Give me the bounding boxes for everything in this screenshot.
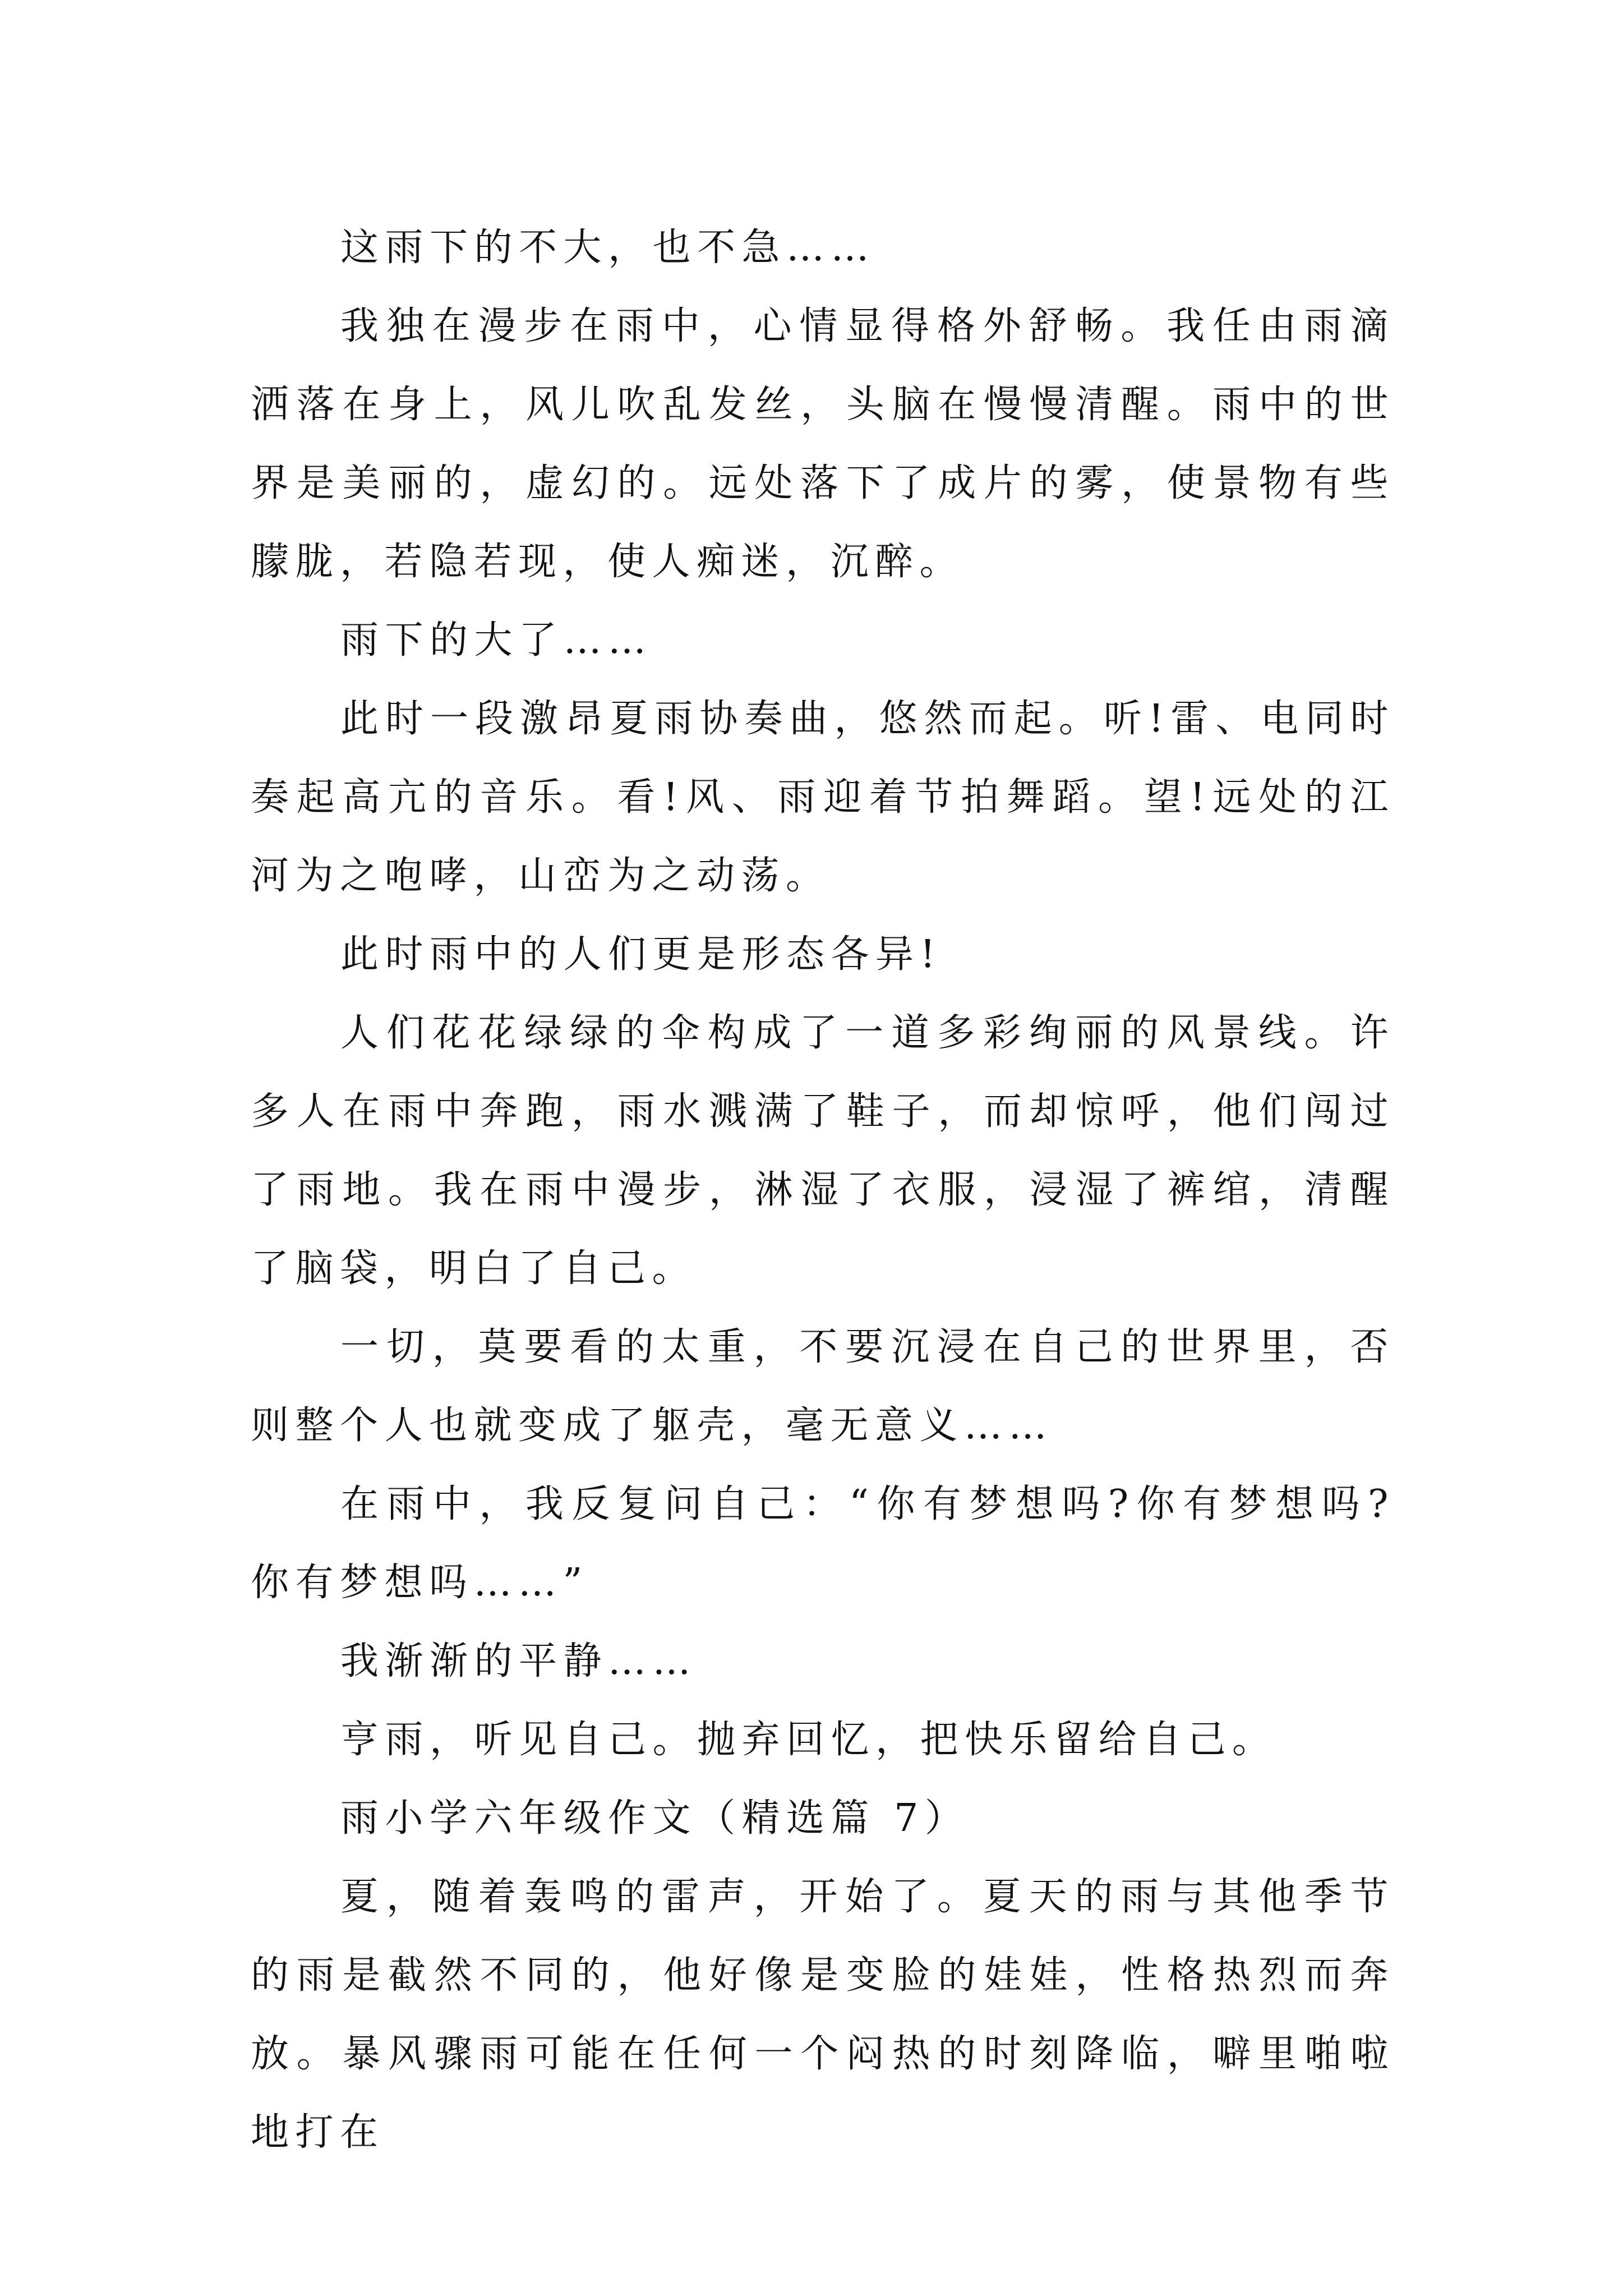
paragraph-1: 这雨下的不大，也不急…… [340,226,876,270]
section-heading: 雨小学六年级作文（精选篇 7） [340,1796,970,1841]
paragraph-12: 夏，随着轰鸣的雷声，开始了。夏天的雨与其他季节的雨是截然不同的，他好像是变脸的娃娃，性格热烈而奔放。暴风骤雨可能在任何一个闷热的时刻降临，噼里啪啦地打在 [251,1875,1395,2155]
paragraph-10: 亨雨，听见自己。抛弃回忆，把快乐留给自己。 [340,1718,1277,1762]
paragraph-6: 人们花花绿绿的伞构成了一道多彩绚丽的风景线。许多人在雨中奔跑，雨水溅满了鞋子，而却惊呼，他们闯过了雨地。我在雨中漫步，淋湿了衣服，浸湿了裤绾，清醒了脑袋，明白了自己。 [251,1011,1395,1291]
paragraph-9: 我渐渐的平静…… [340,1639,698,1683]
paragraph-7: 一切，莫要看的太重，不要沉浸在自己的世界里，否则整个人也就变成了躯壳，毫无意义…… [251,1325,1395,1448]
paragraph-2: 我独在漫步在雨中，心情显得格外舒畅。我任由雨滴洒落在身上，风儿吹乱发丝，头脑在慢慢清醒。雨中的世界是美丽的，虚幻的。远处落下了成片的雾，使景物有些朦胧，若隐若现，使人痴迷，沉醉。 [251,304,1395,584]
paragraph-4: 此时一段激昂夏雨协奏曲，悠然而起。听!雷、电同时奏起高亢的音乐。看!风、雨迎着节拍舞蹈。望!远处的江河为之咆哮，山峦为之动荡。 [251,697,1395,898]
paragraph-5: 此时雨中的人们更是形态各异! [340,932,942,977]
paragraph-8: 在雨中，我反复问自己：“你有梦想吗?你有梦想吗?你有梦想吗……” [251,1482,1395,1605]
paragraph-3: 雨下的大了…… [340,618,653,662]
body-text [251,209,1395,2172]
